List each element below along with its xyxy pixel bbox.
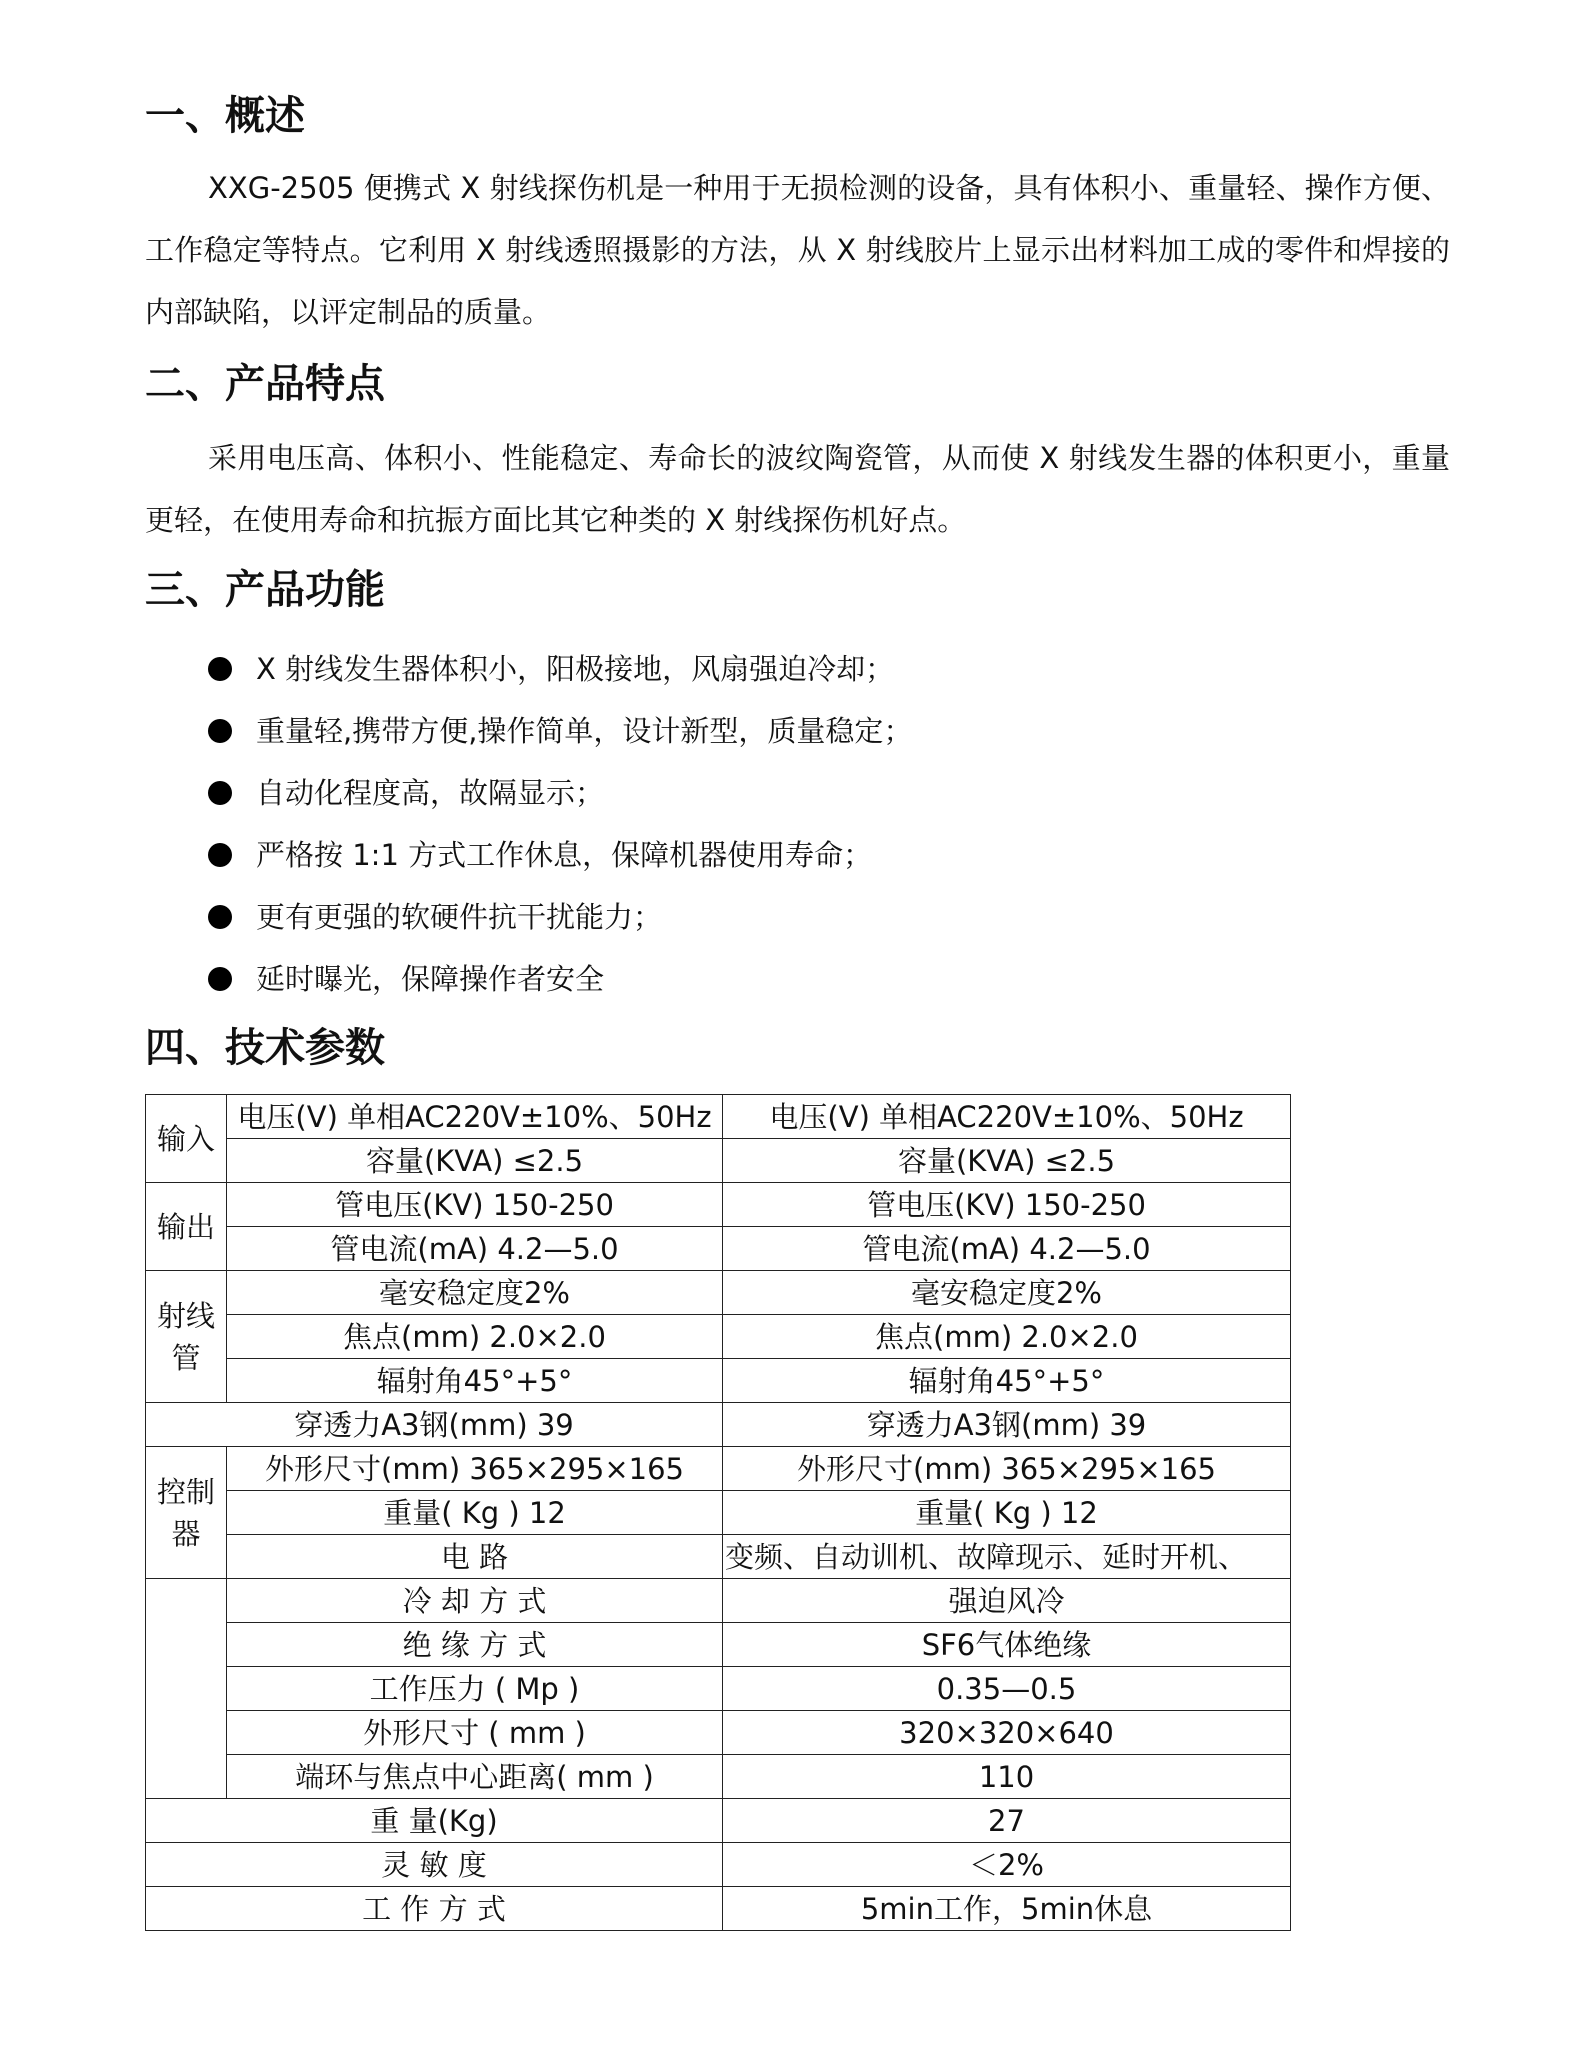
section-title-functions: 三、产品功能 — [145, 567, 385, 613]
value-cell: 辐射角45°+5° — [723, 1359, 1291, 1403]
param-cell: 焦点(mm) 2.0×2.0 — [227, 1315, 723, 1359]
table-row — [146, 1227, 1291, 1271]
group-label-input: 输入 — [146, 1095, 227, 1183]
value-cell: 27 — [723, 1799, 1291, 1843]
param-cell: 绝 缘 方 式 — [227, 1623, 723, 1667]
list-item-text: 自动化程度高，故隔显示； — [256, 776, 605, 810]
section-title-specs: 四、技术参数 — [145, 1025, 385, 1071]
value-cell: 变频、自动训机、故障现示、延时开机、 — [723, 1535, 1291, 1579]
table-row — [146, 1843, 1291, 1887]
table-row — [146, 1755, 1291, 1799]
value-cell: 电压(V) 单相AC220V±10%、50Hz — [723, 1095, 1291, 1139]
group-label-controller: 控制器 — [146, 1447, 227, 1579]
table-row — [146, 1271, 1291, 1315]
param-cell: 管电流(mA) 4.2—5.0 — [227, 1227, 723, 1271]
param-cell: 辐射角45°+5° — [227, 1359, 723, 1403]
table-row — [146, 1711, 1291, 1755]
param-cell: 毫安稳定度2% — [227, 1271, 723, 1315]
table-row — [146, 1491, 1291, 1535]
param-cell: 电 路 — [227, 1535, 723, 1579]
list-item — [208, 948, 912, 1010]
list-item-text: 延时曝光，保障操作者安全 — [256, 962, 605, 996]
bullet-icon — [208, 719, 232, 743]
value-cell: 强迫风冷 — [723, 1579, 1291, 1623]
group-label-empty — [146, 1579, 227, 1799]
spec-table — [145, 1094, 1291, 1931]
param-cell: 管电压(KV) 150-250 — [227, 1183, 723, 1227]
value-cell: ＜2% — [723, 1843, 1291, 1887]
param-cell: 灵 敏 度 — [146, 1843, 723, 1887]
param-cell: 端环与焦点中心距离( mm ) — [227, 1755, 723, 1799]
list-item-text: 严格按 1:1 方式工作休息，保障机器使用寿命； — [256, 838, 873, 872]
value-cell: 0.35—0.5 — [723, 1667, 1291, 1711]
list-item — [208, 886, 912, 948]
bullet-icon — [208, 781, 232, 805]
table-row — [146, 1095, 1291, 1139]
bullet-icon — [208, 843, 232, 867]
table-row — [146, 1447, 1291, 1491]
table-row — [146, 1183, 1291, 1227]
bullet-icon — [208, 905, 232, 929]
group-label-tube: 射线管 — [146, 1271, 227, 1403]
value-cell: 管电流(mA) 4.2—5.0 — [723, 1227, 1291, 1271]
table-row — [146, 1139, 1291, 1183]
section-title-overview: 一、概述 — [145, 93, 305, 139]
param-cell: 穿透力A3钢(mm) 39 — [146, 1403, 723, 1447]
value-cell: 焦点(mm) 2.0×2.0 — [723, 1315, 1291, 1359]
list-item — [208, 700, 912, 762]
param-cell: 容量(KVA) ≤2.5 — [227, 1139, 723, 1183]
table-row — [146, 1667, 1291, 1711]
param-cell: 重 量(Kg) — [146, 1799, 723, 1843]
value-cell: 外形尺寸(mm) 365×295×165 — [723, 1447, 1291, 1491]
param-cell: 外形尺寸(mm) 365×295×165 — [227, 1447, 723, 1491]
list-item-text: 重量轻,携带方便,操作简单，设计新型，质量稳定； — [256, 714, 913, 748]
value-cell: 重量( Kg ) 12 — [723, 1491, 1291, 1535]
value-cell: SF6气体绝缘 — [723, 1623, 1291, 1667]
value-cell: 管电压(KV) 150-250 — [723, 1183, 1291, 1227]
param-cell: 工作压力 ( Mp ) — [227, 1667, 723, 1711]
list-item — [208, 824, 912, 886]
value-cell: 毫安稳定度2% — [723, 1271, 1291, 1315]
table-row — [146, 1579, 1291, 1623]
table-row — [146, 1623, 1291, 1667]
section-title-features: 二、产品特点 — [145, 361, 385, 407]
value-cell: 110 — [723, 1755, 1291, 1799]
list-item-text: X 射线发生器体积小，阳极接地，风扇强迫冷却； — [256, 652, 895, 686]
param-cell: 外形尺寸 ( mm ) — [227, 1711, 723, 1755]
table-row — [146, 1535, 1291, 1579]
group-label-output: 输出 — [146, 1183, 227, 1271]
value-cell: 320×320×640 — [723, 1711, 1291, 1755]
table-row — [146, 1799, 1291, 1843]
value-cell: 容量(KVA) ≤2.5 — [723, 1139, 1291, 1183]
param-cell: 冷 却 方 式 — [227, 1579, 723, 1623]
bullet-icon — [208, 657, 232, 681]
table-row — [146, 1887, 1291, 1931]
param-cell: 重量( Kg ) 12 — [227, 1491, 723, 1535]
table-row — [146, 1403, 1291, 1447]
functions-list — [208, 638, 912, 1010]
table-row — [146, 1359, 1291, 1403]
list-item — [208, 638, 912, 700]
value-cell: 穿透力A3钢(mm) 39 — [723, 1403, 1291, 1447]
table-row — [146, 1315, 1291, 1359]
list-item — [208, 762, 912, 824]
param-cell: 工 作 方 式 — [146, 1887, 723, 1931]
param-cell: 电压(V) 单相AC220V±10%、50Hz — [227, 1095, 723, 1139]
value-cell: 5min工作，5min休息 — [723, 1887, 1291, 1931]
list-item-text: 更有更强的软硬件抗干扰能力； — [256, 900, 663, 934]
features-paragraph: 采用电压高、体积小、性能稳定、寿命长的波纹陶瓷管，从而使 X 射线发生器的体积更小，重量更轻，在使用寿命和抗振方面比其它种类的 X 射线探伤机好点。 — [145, 441, 1450, 537]
bullet-icon — [208, 967, 232, 991]
overview-paragraph: XXG-2505 便携式 X 射线探伤机是一种用于无损检测的设备，具有体积小、重量轻、操作方便、工作稳定等特点。它利用 X 射线透照摄影的方法，从 X 射线胶片上显示出材料加工成的零件和焊接的内部缺陷，以评定制品的质量。 — [145, 171, 1450, 329]
